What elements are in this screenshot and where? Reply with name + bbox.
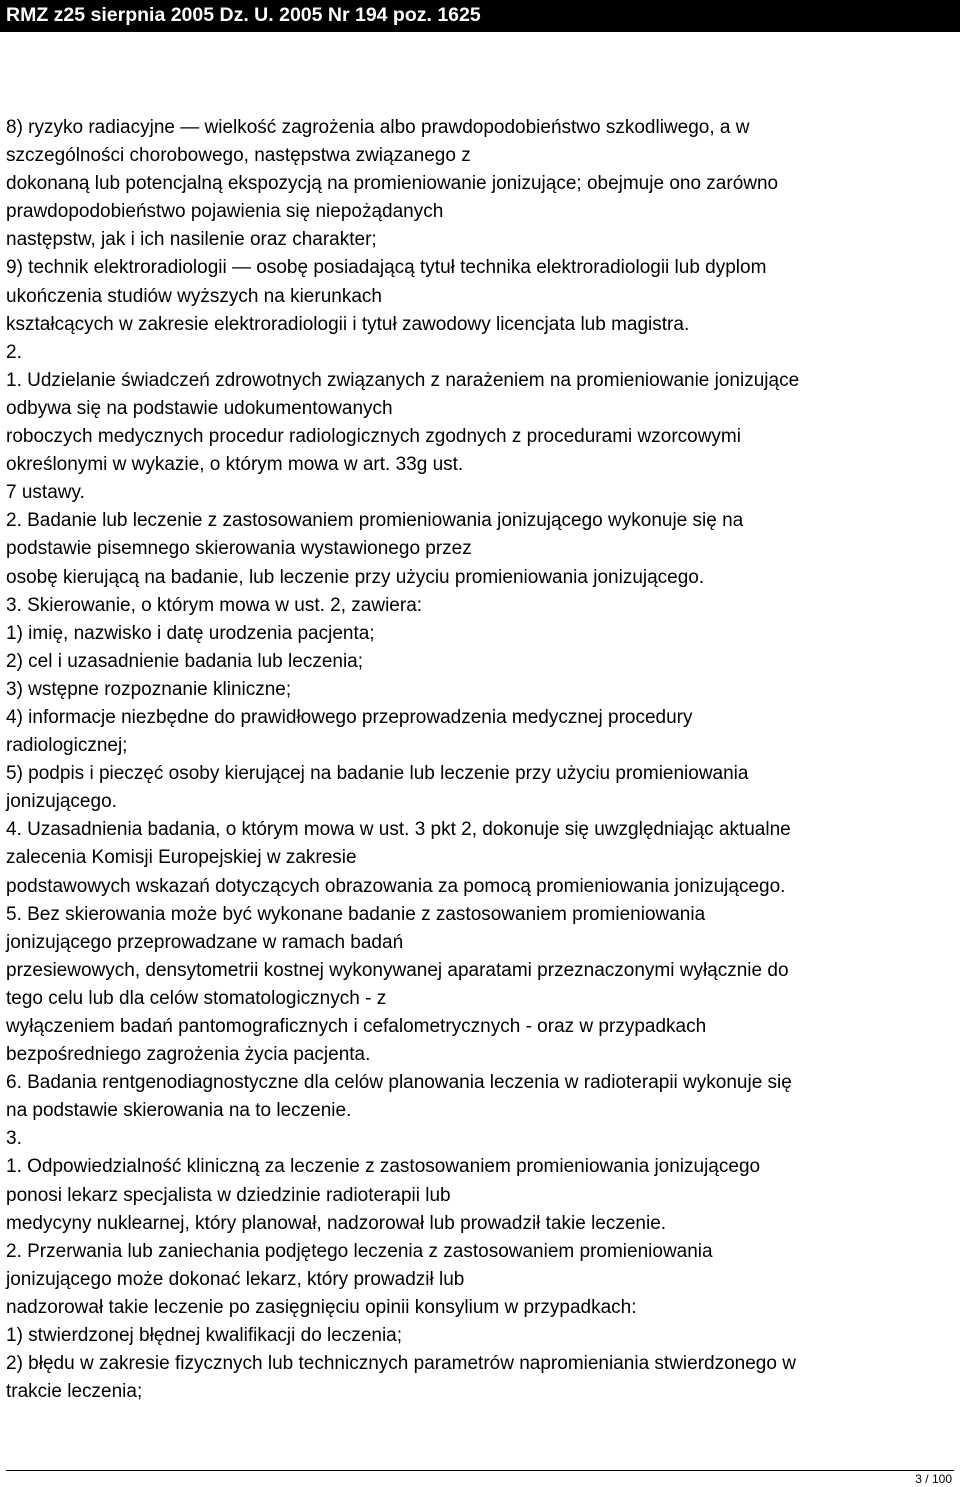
text-line: 6. Badania rentgenodiagnostyczne dla celów planowania leczenia w radioterapii wykonuje się	[6, 1072, 792, 1094]
text-line: roboczych medycznych procedur radiologicznych zgodnych z procedurami wzorcowymi	[6, 426, 741, 448]
text-line: wyłączeniem badań pantomograficznych i cefalometrycznych - oraz w przypadkach	[6, 1016, 707, 1037]
document-title: RMZ z25 sierpnia 2005 Dz. U. 2005 Nr 194 poz. 1625	[6, 4, 481, 26]
text-line: ponosi lekarz specjalista w dziedzinie radioterapii lub	[6, 1184, 451, 1206]
text-line: 2) cel i uzasadnienie badania lub leczenia;	[6, 650, 364, 672]
footer-divider	[6, 1470, 954, 1471]
text-line: 7 ustawy.	[6, 482, 85, 504]
text-line: 9) technik elektroradiologii — osobę posiadającą tytuł technika elektroradiologii lub dyplom	[6, 257, 767, 279]
text-line: 8) ryzyko radiacyjne — wielkość zagrożenia albo prawdopodobieństwo szkodliwego, a w	[6, 117, 750, 138]
text-line: podstawowych wskazań dotyczących obrazowania za pomocą promieniowania jonizującego.	[6, 875, 786, 897]
page-number: 3 / 100	[915, 1472, 952, 1486]
document-header	[0, 0, 960, 32]
text-line: na podstawie skierowania na to leczenie.	[6, 1100, 352, 1122]
text-line: 4) informacje niezbędne do prawidłowego przeprowadzenia medycznej procedury	[6, 706, 693, 728]
text-line: zalecenia Komisji Europejskiej w zakresie	[6, 847, 357, 869]
text-line: 3. Skierowanie, o którym mowa w ust. 2, zawiera:	[6, 594, 423, 616]
text-line: następstw, jak i ich nasilenie oraz charakter;	[6, 229, 377, 251]
document-body	[6, 114, 956, 1406]
text-line: określonymi w wykazie, o którym mowa w art. 33g ust.	[6, 454, 464, 476]
text-line: 2) błędu w zakresie fizycznych lub technicznych parametrów napromieniania stwierdzonego w	[6, 1353, 796, 1375]
text-line: jonizującego może dokonać lekarz, który prowadził lub	[6, 1268, 465, 1290]
text-line: 4. Uzasadnienia badania, o którym mowa w ust. 3 pkt 2, dokonuje się uwzględniając aktualne	[6, 819, 791, 841]
text-line: szczególności chorobowego, następstwa związanego z	[6, 145, 471, 167]
text-line: 5) podpis i pieczęć osoby kierującej na badanie lub leczenie przy użyciu promieniowania	[6, 763, 749, 785]
text-line: tego celu lub dla celów stomatologicznych - z	[6, 987, 387, 1009]
text-line: przesiewowych, densytometrii kostnej wykonywanej aparatami przeznaczonymi wyłącznie do	[6, 959, 789, 981]
text-line: 1. Odpowiedzialność kliniczną za leczenie z zastosowaniem promieniowania jonizującego	[6, 1156, 761, 1178]
text-line: kształcących w zakresie elektroradiologii i tytuł zawodowy licencjata lub magistra.	[6, 313, 690, 335]
section-heading: 3.	[6, 1128, 22, 1150]
text-line: podstawie pisemnego skierowania wystawionego przez	[6, 538, 472, 560]
text-line: jonizującego przeprowadzane w ramach badań	[6, 931, 404, 953]
text-line: trakcie leczenia;	[6, 1381, 143, 1403]
text-line: 1) stwierdzonej błędnej kwalifikacji do leczenia;	[6, 1325, 403, 1347]
text-line: prawdopodobieństwo pojawienia się niepożądanych	[6, 201, 444, 223]
text-line: 3) wstępne rozpoznanie kliniczne;	[6, 678, 292, 700]
text-line: 2. Przerwania lub zaniechania podjętego leczenia z zastosowaniem promieniowania	[6, 1240, 713, 1262]
text-line: 1. Udzielanie świadczeń zdrowotnych związanych z narażeniem na promieniowanie jonizujące	[6, 369, 800, 391]
text-line: bezpośredniego zagrożenia życia pacjenta.	[6, 1044, 371, 1066]
text-line: ukończenia studiów wyższych na kierunkach	[6, 285, 382, 307]
text-line: odbywa się na podstawie udokumentowanych	[6, 397, 393, 419]
text-line: osobę kierującą na badanie, lub leczenie przy użyciu promieniowania jonizującego.	[6, 566, 705, 588]
text-line: nadzorował takie leczenie po zasięgnięciu opinii konsylium w przypadkach:	[6, 1296, 637, 1318]
text-line: dokonaną lub potencjalną ekspozycją na promieniowanie jonizujące; obejmuje ono zarówno	[6, 173, 779, 195]
text-line: 5. Bez skierowania może być wykonane badanie z zastosowaniem promieniowania	[6, 903, 706, 925]
section-heading: 2.	[6, 341, 22, 363]
text-line: 1) imię, nazwisko i datę urodzenia pacjenta;	[6, 622, 375, 644]
text-line: 2. Badanie lub leczenie z zastosowaniem promieniowania jonizującego wykonuje się na	[6, 510, 744, 532]
text-line: jonizującego.	[6, 791, 117, 813]
text-line: radiologicznej;	[6, 735, 128, 757]
text-line: medycyny nuklearnej, który planował, nadzorował lub prowadził takie leczenie.	[6, 1212, 667, 1234]
